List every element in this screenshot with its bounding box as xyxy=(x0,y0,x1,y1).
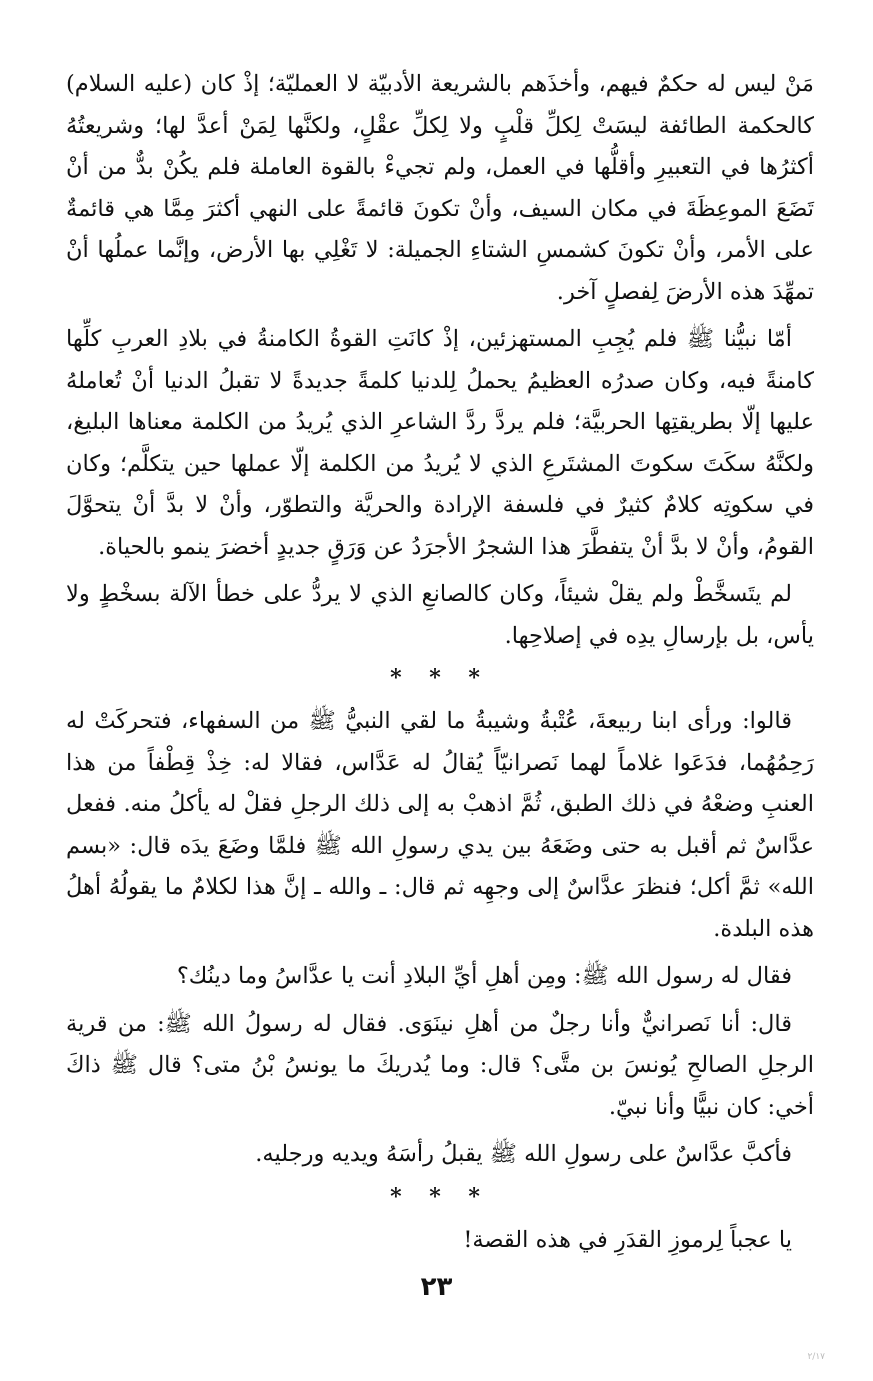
paragraph: لم يتَسخَّطْ ولم يقلْ شيئاً، وكان كالصانعِ الذي لا يردُّ على خطأ الآلة بسخْطٍ ولا يأس، بل بإرسالِ يدِه في إصلاحِها. xyxy=(66,581,814,649)
paragraph: قال: أنا نَصرانيٌّ وأنا رجلٌ من أهلِ نينَوَى. فقال له رسولُ الله ﷺ: من قرية الرجلِ الصالحِ يُونسَ بن متَّى؟ قال: وما يُدريكَ ما يونسُ بْنُ متى؟ قال ﷺ ذاكَ أخي: كان نبيًّا وأنا نبيّ. xyxy=(66,1010,814,1120)
paragraph: فقال له رسول الله ﷺ: ومِن أهلِ أيِّ البلادِ أنت يا عدَّاسُ وما دينُك؟ xyxy=(176,963,792,989)
page-body xyxy=(66,64,814,1267)
paragraph: مَنْ ليس له حكمٌ فيهم، وأخذَهم بالشريعة الأدبيّة لا العمليّة؛ إذْ كان (عليه السلام) كالحكمة الطائفة ليسَتْ لِكلِّ قلْبٍ ولا لِكلِّ عقْلٍ، ولكنَّها لِمَنْ أعدَّ لها؛ وشريعتُهُ أكثرُها في التعبيرِ وأقلُّها في العمل، ولم تجيءْ بالقوة العاملة فلم يكُنْ بدٌّ من أنْ تَضَعَ الموعِظَةَ في مكان السيف، وأنْ تكونَ قائمةً على النهي أكثرَ مِمَّا هي قائمةٌ على الأمر، وأنْ تكونَ كشمسِ الشتاءِ الجميلة: لا تَغْلِي بها الأرض، وإنَّما عملُها أنْ تمهِّدَ هذه الأرضَ لِفصلٍ آخر. xyxy=(66,71,814,305)
section-separator: * * * xyxy=(390,665,490,691)
page-number: ٢٣ xyxy=(420,1272,453,1302)
paragraph: فأكبَّ عدَّاسٌ على رسولِ الله ﷺ يقبلُ رأسَهُ ويديه ورجليه. xyxy=(255,1141,792,1167)
paragraph: أمّا نبيُّنا ﷺ فلم يُجِبِ المستهزئين، إذْ كانَتِ القوةُ الكامنةُ في بلادِ العربِ كلِّها كامنةً فيه، وكان صدرُه العظيمُ يحملُ لِلدنيا كلمةً جديدةً لا تقبلُ الدنيا أنْ تُعاملهُ عليها إلّا بطريقتِها الحربيَّة؛ فلم يردَّ ردَّ الشاعرِ الذي يُريدُ من الكلمة معناها البليغ، ولكنَّهُ سكَتَ سكوتَ المشتَرعِ الذي لا يُريدُ من الكلمة إلّا عملها حين يتكلَّم؛ وكان في سكوتِه كلامٌ كثيرٌ في فلسفة الإرادة والحريَّة والتطوّر، وأنْ لا بدَّ أنْ يتحوَّلَ القومُ، وأنْ لا بدَّ أنْ يتفطَّرَ هذا الشجرُ الأجرَدُ عن وَرَقٍ جديدٍ أخضرَ ينمو بالحياة. xyxy=(66,326,814,560)
corner-mark: ٢/١٧ xyxy=(807,1352,825,1362)
paragraph: يا عجباً لِرموزِ القدَرِ في هذه القصة! xyxy=(463,1226,792,1253)
section-separator: * * * xyxy=(390,1183,490,1210)
paragraph: قالوا: ورأى ابنا ربيعةَ، عُتْبةُ وشيبةُ ما لقي النبيُّ ﷺ من السفهاء، فتحركَتْ له رَحِمُهُما، فدَعَوا غلاماً لهما نَصرانيّاً يُقالُ له عَدَّاس، فقالا له: خِذْ قِطْفاً من هذا العنبِ وضعْهُ في ذلك الطبق، ثُمَّ اذهبْ به إلى ذلك الرجلِ فقلْ له يأكلُ منه. ففعل عدَّاسٌ ثم أقبل به حتى وضَعَهُ بين يدي رسولِ الله ﷺ فلمَّا وضَعَ يدَه قال: «بسم الله» ثمَّ أكل؛ فنظرَ عدَّاسٌ إلى وجهِه ثم قال: ـ والله ـ إنَّ هذا لكلامٌ ما يقولُهُ أهلُ هذه البلدة. xyxy=(66,708,814,942)
